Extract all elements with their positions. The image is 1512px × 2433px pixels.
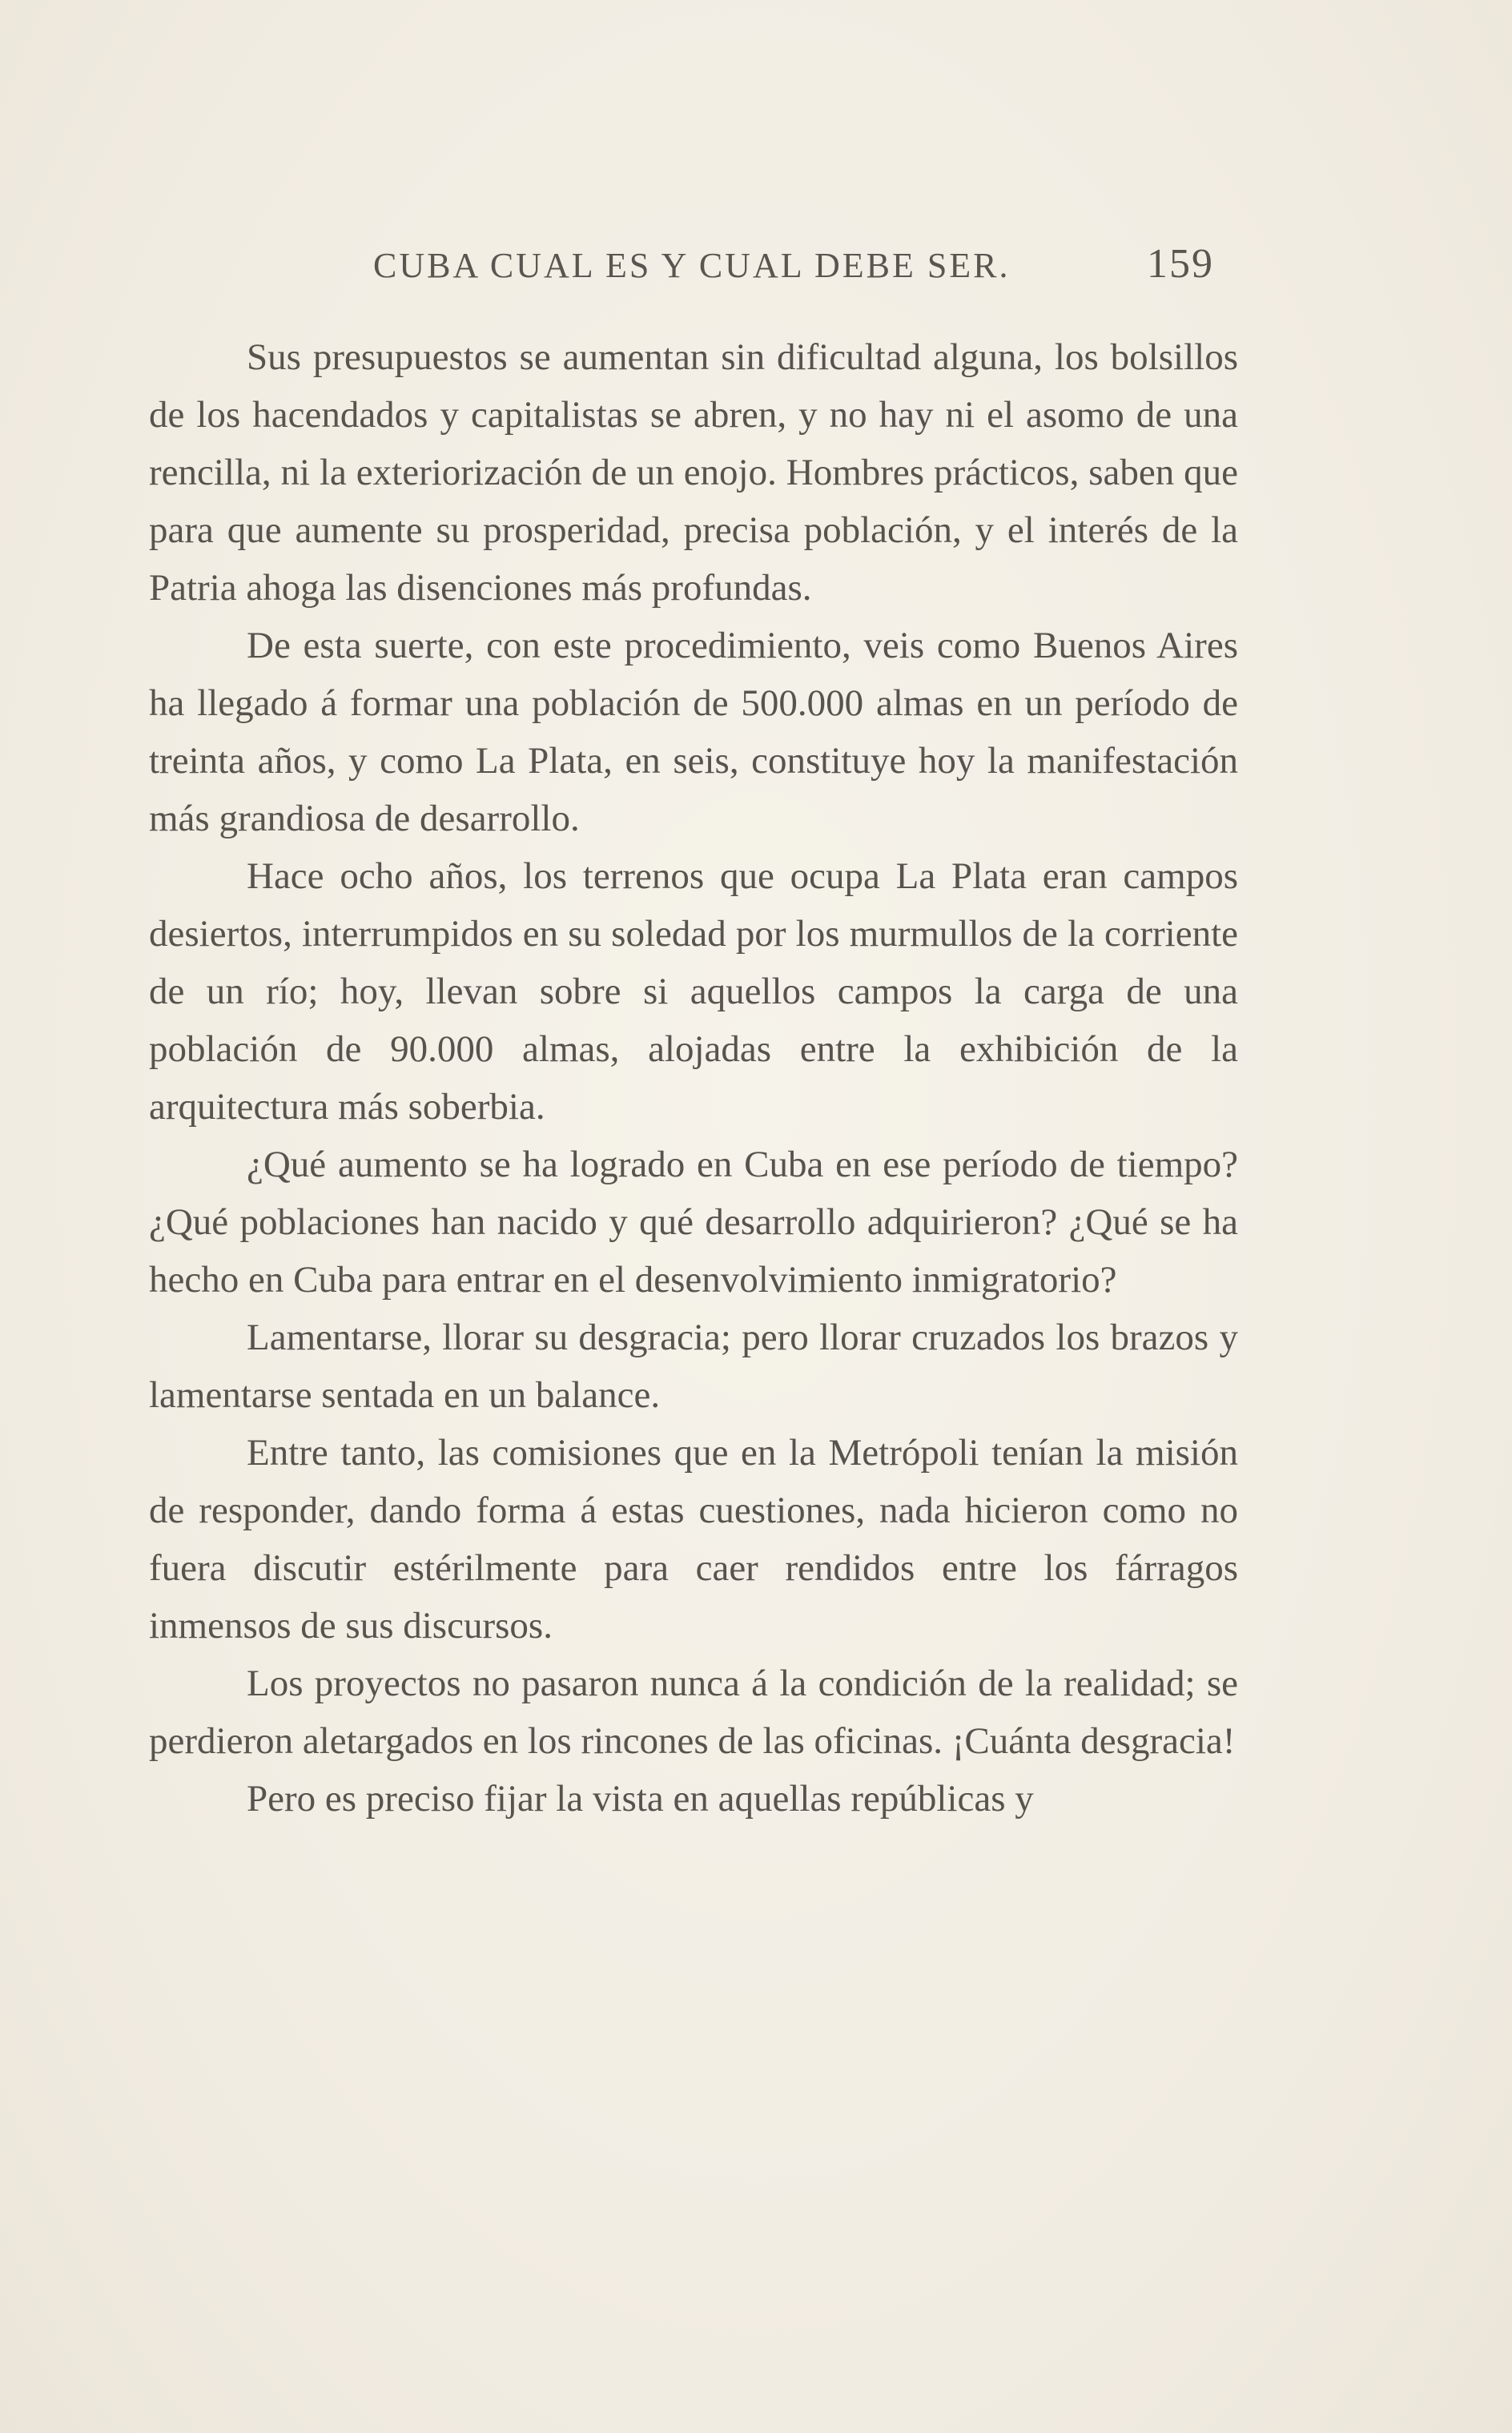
paragraph: Lamentarse, llorar su desgracia; pero llorar cruzados los brazos y lamentarse sentada en un balance.	[149, 1317, 1238, 1416]
paragraph: Sus presupuestos se aumentan sin dificultad alguna, los bolsillos de los hacendados y capitalistas se abren, y no hay ni el asomo de una rencilla, ni la exteriorización de un enojo. Hombres prácticos, saben que para que aumente su prosperidad, precisa población, y el interés de la Patria ahoga las disenciones más profundas.	[149, 336, 1238, 609]
paragraph: Entre tanto, las comisiones que en la Metrópoli tenían la misión de responder, dando forma á estas cuestiones, nada hicieron como no fuera discutir estérilmente para caer rendidos entre los fárragos inmensos de sus discursos.	[149, 1432, 1238, 1647]
page-number: 159	[1147, 241, 1214, 287]
running-title: CUBA CUAL ES Y CUAL DEBE SER.	[373, 246, 1011, 285]
paragraph: Los proyectos no pasaron nunca á la condición de la realidad; se perdieron aletargados en los rincones de las oficinas. ¡Cuánta desgracia!	[149, 1663, 1238, 1762]
paragraph: Pero es preciso fijar la vista en aquellas repúblicas y	[247, 1778, 1034, 1820]
paragraph: Hace ocho años, los terrenos que ocupa La Plata eran campos desiertos, interrumpidos en su soledad por los murmullos de la corriente de un río; hoy, llevan sobre si aquellos campos la carga de una población de 90.000 almas, alojadas entre la exhibición de la arquitectura más soberbia.	[149, 855, 1238, 1128]
running-head	[149, 240, 1230, 304]
paragraph: ¿Qué aumento se ha logrado en Cuba en ese período de tiempo? ¿Qué poblaciones han nacido y qué desarrollo adquirieron? ¿Qué se ha hecho en Cuba para entrar en el desenvolvimiento inmigratorio?	[149, 1144, 1238, 1301]
body-text	[149, 328, 1238, 1828]
paragraph: De esta suerte, con este procedimiento, veis como Buenos Aires ha llegado á formar una población de 500.000 almas en un período de treinta años, y como La Plata, en seis, constituye hoy la manifestación más grandiosa de desarrollo.	[149, 625, 1238, 839]
